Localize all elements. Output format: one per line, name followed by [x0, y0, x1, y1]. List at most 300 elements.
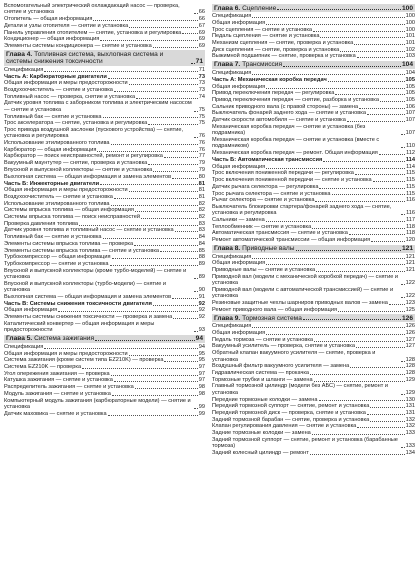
- chapter-title: Тормозная система: [240, 314, 302, 322]
- dot-leader: [357, 57, 405, 58]
- toc-entry: [4, 114, 205, 120]
- page-number: 92: [198, 314, 205, 321]
- dot-leader: [315, 201, 405, 202]
- dot-leader: [401, 361, 405, 362]
- toc-entry: [212, 97, 415, 103]
- entry-title: Задний колесный цилиндр — ремонт: [212, 449, 309, 456]
- toc-entry: [4, 241, 205, 247]
- dot-leader: [108, 78, 198, 79]
- chapter-number: Глава 4.: [6, 50, 33, 58]
- toc-entry: [212, 124, 415, 137]
- page-number: 99: [198, 403, 205, 410]
- entry-title: Каталитический конвертер — общая информация и меры предосторожности: [4, 320, 155, 334]
- page-number: 92: [198, 307, 205, 314]
- dot-leader: [148, 164, 198, 165]
- page-number: 79: [198, 166, 205, 173]
- page-number: 122: [405, 280, 415, 287]
- page-number: 132: [405, 423, 415, 430]
- dot-leader: [266, 264, 404, 265]
- toc-entry: [212, 350, 415, 363]
- page-number: 76: [198, 140, 205, 147]
- toc-entry: [4, 261, 205, 267]
- entry-title: Часть Б: Автоматическая трансмиссия: [212, 156, 323, 163]
- entry-title: Общая информация и меры предосторожности: [4, 80, 128, 87]
- entry-title: Механическая коробка передач — снятие и установка (без подрамника): [212, 123, 366, 137]
- dot-leader: [44, 71, 197, 72]
- section-heading: [212, 157, 415, 163]
- dot-leader: [175, 231, 198, 232]
- entry-title: Трос привода воздушной заслонки (пускового устройства) — снятие, установка и регулировка: [4, 126, 184, 140]
- toc-entry: [4, 3, 205, 16]
- page-number: 122: [405, 293, 415, 300]
- page-number: 89: [198, 260, 205, 267]
- dot-leader: [303, 319, 401, 320]
- entry-title: Рычаг селектора — снятие и установка: [212, 197, 315, 204]
- dot-leader: [112, 258, 198, 259]
- dot-leader: [359, 108, 405, 109]
- entry-title: Ремонт приводного вала — общая информация: [212, 306, 338, 313]
- entry-title: Общая информация: [212, 260, 266, 267]
- page-number: 82: [198, 207, 205, 214]
- toc-entry: [4, 87, 205, 93]
- dot-leader: [370, 421, 404, 422]
- dot-leader: [114, 91, 198, 92]
- page-number: 71: [195, 58, 203, 66]
- toc-entry: [212, 370, 415, 376]
- page-number: 112: [406, 150, 415, 157]
- page-number: 104: [405, 70, 415, 77]
- entry-title: Датчик скорости автомобиля — снятие и установка: [212, 117, 346, 124]
- toc-entry: [212, 150, 415, 156]
- toc-entry: [4, 100, 205, 113]
- dot-leader: [312, 434, 405, 435]
- page-number: 118: [406, 223, 415, 230]
- entry-title: Задние тормозные колодки — замена: [212, 430, 311, 437]
- toc-entry: [4, 294, 205, 300]
- dot-leader: [100, 184, 198, 185]
- entry-title: Распределитель зажигания — снятие и установка: [4, 384, 134, 391]
- page-number: 116: [406, 210, 415, 217]
- dot-leader: [194, 331, 198, 332]
- toc-entry: [4, 153, 205, 159]
- entry-title: Обратный клапан вакуумного усилителя — снятие, проверка и установка: [212, 350, 376, 363]
- page-number: 110: [406, 143, 415, 150]
- entry-title: Датчик уровня топлива с заборником топлива и электрическим насосом — снятие и установка: [4, 100, 192, 113]
- toc-entry: [4, 344, 205, 350]
- dot-leader: [103, 117, 198, 118]
- entry-title: Топливный бак — снятие и установка: [4, 113, 102, 120]
- dot-leader: [252, 74, 404, 75]
- toc-entry: [212, 237, 415, 243]
- entry-title: Угол опережения зажигания — проверка: [4, 370, 110, 377]
- toc-entry: [4, 207, 205, 213]
- page-number: 75: [198, 120, 205, 127]
- chapter-heading: [212, 245, 415, 253]
- toc-entry: [212, 184, 415, 190]
- toc-entry: [212, 230, 415, 236]
- page-number: 79: [198, 160, 205, 167]
- dot-leader: [108, 415, 198, 416]
- page-number: 76: [198, 146, 205, 153]
- dot-leader: [194, 111, 198, 112]
- toc-entry: [212, 323, 415, 329]
- dot-leader: [134, 245, 198, 246]
- page-number: 69: [198, 36, 205, 43]
- page-number: 69: [198, 29, 205, 36]
- chapter-number: Глава 9.: [214, 314, 241, 322]
- dot-leader: [111, 375, 198, 376]
- dot-leader: [401, 134, 405, 135]
- toc-entry: [212, 430, 415, 436]
- dot-leader: [401, 297, 405, 298]
- toc-entry: [4, 307, 205, 313]
- toc-entry: [212, 363, 415, 369]
- page-number: 81: [198, 193, 205, 200]
- toc-entry: [4, 16, 205, 22]
- entry-title: Трос акселератора — снятие, установка и регулировка: [4, 120, 148, 127]
- dot-leader: [103, 238, 198, 239]
- entry-title: Панель управления отопителем — снятие, установка и регулировка: [4, 29, 182, 36]
- dot-leader: [148, 124, 197, 125]
- entry-title: Впускной и выпускной коллекторы — снятие и установка: [4, 166, 153, 173]
- dot-leader: [97, 151, 197, 152]
- page-number: 121: [405, 267, 415, 274]
- page-number: 98: [198, 384, 205, 391]
- dot-leader: [252, 258, 404, 259]
- page-number: 118: [406, 230, 415, 237]
- page-number: 133: [405, 430, 415, 437]
- toc-entry: [212, 20, 415, 26]
- dot-leader: [380, 101, 405, 102]
- page-number: 92: [198, 300, 205, 307]
- page-number: 132: [405, 416, 415, 423]
- toc-entry: [212, 137, 415, 150]
- chapter-heading: [212, 314, 415, 322]
- dot-leader: [194, 278, 198, 279]
- toc-entry: [212, 53, 415, 59]
- entry-title: Сальник приводного вала (с правой стороны) — замена: [212, 103, 359, 110]
- toc-entry: [212, 33, 415, 39]
- entry-title: Спецификация: [212, 70, 252, 77]
- page-number: 103: [405, 53, 415, 60]
- dot-leader: [135, 211, 198, 212]
- page-number: 91: [198, 293, 205, 300]
- toc-entry: [212, 383, 415, 396]
- page-number: 80: [198, 173, 205, 180]
- entry-title: Задний тормозной барабан — снятие, проверка и установка: [212, 416, 370, 423]
- page-number: 134: [405, 449, 415, 456]
- chapter-heading: [4, 335, 205, 343]
- toc-entry: [4, 398, 205, 411]
- dot-leader: [401, 284, 405, 285]
- section-heading: [4, 181, 205, 187]
- entry-title: Клапан регулирования давления — снятие и установка: [212, 423, 357, 430]
- toc-entry: [4, 364, 205, 370]
- page-number: 84: [198, 234, 205, 241]
- toc-entry: [212, 117, 415, 123]
- entry-title: Впускной и выпускной коллекторы (турбо-модели) — снятие и установка: [4, 280, 166, 294]
- entry-title: Вакуумный усилитель — проверка, снятие и установка: [212, 343, 355, 350]
- page-number: 117: [406, 217, 415, 224]
- toc-entry: [212, 27, 415, 33]
- entry-title: Датчик маховика — снятие и установка: [4, 410, 107, 417]
- page-number: 89: [198, 274, 205, 281]
- dot-leader: [252, 327, 404, 328]
- dot-leader: [172, 298, 198, 299]
- toc-entry: [4, 371, 205, 377]
- toc-entry: [212, 307, 415, 313]
- toc-right-column: [212, 3, 415, 457]
- page-number: 94: [198, 343, 205, 350]
- toc-entry: [212, 70, 415, 76]
- toc-entry: [4, 201, 205, 207]
- page-number: 114: [406, 163, 415, 170]
- entry-title: Системы впрыска топлива — общая информация: [4, 207, 134, 214]
- page-number: 115: [406, 177, 415, 184]
- dot-leader: [93, 20, 197, 21]
- toc-entry: [4, 234, 205, 240]
- page-number: 126: [405, 323, 415, 330]
- chapter-title: Система зажигания: [32, 335, 95, 343]
- entry-title: Проверка давления топлива: [4, 220, 79, 227]
- toc-entry: [4, 391, 205, 397]
- dot-leader: [129, 355, 198, 356]
- dot-leader: [153, 305, 198, 306]
- entry-title: Выхлопная система — общая информация и замена элементов: [4, 293, 172, 300]
- page-number: 97: [198, 364, 205, 370]
- toc-entry: [4, 120, 205, 126]
- dot-leader: [310, 374, 405, 375]
- page-number: 67: [198, 22, 205, 29]
- dot-leader: [266, 88, 404, 89]
- chapter-number: Глава 5.: [6, 335, 33, 343]
- page-number: 66: [198, 16, 205, 23]
- page-number: 88: [198, 254, 205, 261]
- entry-title: Приводной вал (модели с механической коробкой передач) — снятие и установка: [212, 273, 399, 287]
- dot-leader: [129, 27, 198, 28]
- toc-entry: [4, 67, 205, 73]
- dot-leader: [367, 414, 405, 415]
- page-number: 85: [198, 247, 205, 254]
- page-number: 105: [405, 90, 415, 97]
- dot-leader: [172, 178, 198, 179]
- dot-leader: [320, 37, 404, 38]
- page-number: 107: [405, 110, 415, 117]
- section-heading: [212, 77, 415, 83]
- toc-entry: [4, 321, 205, 334]
- entry-title: Приводные валы — снятие и установка: [212, 267, 316, 274]
- page-number: 131: [405, 403, 415, 410]
- page-number: 105: [405, 76, 415, 83]
- entry-title: Элементы системы впрыска топлива — снятие и установка: [4, 247, 159, 254]
- toc-entry: [4, 187, 205, 193]
- dot-leader: [110, 265, 198, 266]
- dot-leader: [373, 181, 405, 182]
- dot-leader: [111, 144, 198, 145]
- toc-entry: [212, 410, 415, 416]
- dot-leader: [160, 251, 198, 252]
- dot-leader: [164, 361, 197, 362]
- entry-title: Механизм сцепления — снятие, проверка и установка: [212, 40, 354, 47]
- toc-entry: [4, 214, 205, 220]
- entry-title: Механическая коробка передач — ремонт. Общая информация: [212, 150, 378, 157]
- entry-title: Компьютерный модуль зажигания (карбюраторные модели) — снятие и установка: [4, 397, 191, 410]
- entry-title: Общая информация: [212, 83, 266, 90]
- entry-title: Отопитель — общая информация: [4, 16, 93, 23]
- entry-title: Передний тормозной суппорт — снятие, ремонт и установка: [212, 403, 370, 410]
- dot-leader: [114, 198, 198, 199]
- section-heading: [4, 74, 205, 80]
- dot-leader: [182, 33, 197, 34]
- entry-title: Часть В: Системы снижения токсичности двигателя: [4, 300, 152, 307]
- page-number: 100: [401, 4, 413, 12]
- page-number: 127: [405, 343, 415, 350]
- entry-title: Общая информация: [212, 163, 266, 170]
- toc-entry: [4, 248, 205, 254]
- page-number: 93: [198, 327, 205, 334]
- page-number: 105: [405, 83, 415, 90]
- toc-entry: [212, 397, 415, 403]
- entry-title: Общая информация: [212, 19, 266, 26]
- page-number: 121: [405, 260, 415, 267]
- dot-leader: [313, 31, 405, 32]
- page-number: 73: [198, 80, 205, 87]
- toc-entry: [212, 287, 415, 300]
- entry-title: Детали и узлы отопителя — снятие и установка: [4, 22, 129, 29]
- page-number: 101: [405, 33, 415, 40]
- page-number: 66: [198, 9, 205, 16]
- toc-entry: [212, 204, 415, 217]
- dot-leader: [266, 334, 404, 335]
- dot-leader: [371, 241, 405, 242]
- toc-entry: [212, 403, 415, 409]
- entry-title: Системы впрыска топлива — поиск неисправностей: [4, 214, 141, 221]
- entry-title: Педаль сцепления — снятие и установка: [212, 33, 320, 40]
- dot-leader: [153, 171, 198, 172]
- chapter-heading: [4, 50, 205, 65]
- page-number: 81: [198, 187, 205, 194]
- entry-title: Турбокомпрессор — снятие и установка: [4, 260, 109, 267]
- dot-leader: [194, 291, 198, 292]
- page-number: 82: [198, 214, 205, 221]
- page-number: 131: [405, 409, 415, 416]
- dot-leader: [266, 221, 405, 222]
- toc-entry: [4, 140, 205, 146]
- toc-entry: [212, 197, 415, 203]
- dot-leader: [82, 368, 198, 369]
- dot-leader: [332, 194, 406, 195]
- dot-leader: [141, 218, 198, 219]
- section-heading: [4, 301, 205, 307]
- toc-entry: [212, 90, 415, 96]
- page-number: 100: [405, 13, 415, 20]
- chapter-title: Трансмиссия: [240, 61, 283, 69]
- entry-title: Использование этилированного топлива: [4, 200, 110, 207]
- entry-title: Турбокомпрессор — общая информация: [4, 254, 111, 261]
- dot-leader: [328, 81, 405, 82]
- page-number: 75: [198, 113, 205, 120]
- entry-title: Воздушный фильтр вакуумного усилителя — замена: [212, 363, 350, 370]
- toc-entry: [4, 127, 205, 140]
- toc-entry: [212, 13, 415, 19]
- toc-entry: [212, 224, 415, 230]
- entry-title: Теплообменник — снятие и установка: [212, 223, 312, 230]
- dot-leader: [79, 225, 198, 226]
- entry-title: Резиновые защитные чехлы шарниров приводных валов — замена: [212, 300, 388, 307]
- dot-leader: [252, 17, 404, 18]
- dot-leader: [173, 318, 197, 319]
- dot-leader: [135, 388, 198, 389]
- entry-title: Передний тормозной диск — проверка, снятие и установка: [212, 409, 366, 416]
- entry-title: Спецификация: [212, 13, 252, 20]
- dot-leader: [389, 304, 405, 305]
- entry-title: Спецификация: [4, 66, 44, 73]
- entry-title: Спецификация: [212, 253, 252, 260]
- page-number: 95: [198, 350, 205, 357]
- entry-title: Ремонт автоматической трансмиссии — общая информация: [212, 237, 371, 244]
- entry-title: Часть А: Механическая коробка передач: [212, 76, 327, 83]
- page-number: 73: [198, 73, 205, 80]
- entry-title: Часть А: Карбюраторные двигатели: [4, 73, 107, 80]
- entry-title: Педаль тормоза — снятие и установка: [212, 336, 314, 343]
- entry-title: Сальники — замена: [212, 217, 265, 224]
- page-number: 97: [198, 377, 205, 384]
- page-number: 123: [405, 300, 415, 307]
- entry-title: Датчик рычага селектора — регулировка: [212, 183, 319, 190]
- entry-title: Катушка зажигания — снятие и установка: [4, 377, 113, 384]
- toc-entry: [212, 423, 415, 429]
- dot-leader: [367, 114, 405, 115]
- page-number: 76: [198, 133, 205, 140]
- entry-title: Трос включения пониженной передачи — регулировка: [212, 170, 354, 177]
- page-number: 77: [198, 153, 205, 160]
- toc-entry: [212, 417, 415, 423]
- dot-leader: [153, 47, 198, 48]
- chapter-number: Глава 6.: [214, 4, 241, 12]
- page-number: 104: [401, 61, 413, 69]
- page-number: 133: [405, 443, 415, 450]
- toc-entry: [212, 170, 415, 176]
- dot-leader: [314, 381, 405, 382]
- toc-entry: [212, 191, 415, 197]
- entry-title: Карбюратор — поиск неисправностей, ремонт и регулировка: [4, 153, 163, 160]
- dot-leader: [129, 191, 198, 192]
- page-number: 107: [405, 130, 415, 137]
- toc-entry: [4, 174, 205, 180]
- page-number: 121: [401, 245, 413, 253]
- dot-leader: [164, 157, 198, 158]
- entry-title: Впускной и выпускной коллекторы (кроме турбо-моделей) — снятие и установка: [4, 267, 187, 281]
- toc-entry: [212, 84, 415, 90]
- page-number: 120: [405, 237, 415, 244]
- toc-left-column: [4, 3, 205, 417]
- toc-entry: [4, 160, 205, 166]
- dot-leader: [100, 40, 198, 41]
- dot-leader: [354, 44, 404, 45]
- page-number: 128: [405, 370, 415, 376]
- dot-leader: [347, 121, 405, 122]
- page-number: 94: [195, 335, 203, 343]
- page-number: 129: [405, 389, 415, 396]
- dot-leader: [350, 367, 404, 368]
- entry-title: Система зажигания (кроме систем типа EZ210K) — проверка: [4, 357, 164, 364]
- toc-entry: [4, 30, 205, 36]
- dot-leader: [323, 161, 405, 162]
- toc-entry: [4, 194, 205, 200]
- page-number: 100: [405, 19, 415, 26]
- page-number: 82: [198, 200, 205, 207]
- entry-title: Воздухоочиститель — снятие и установка: [4, 193, 113, 200]
